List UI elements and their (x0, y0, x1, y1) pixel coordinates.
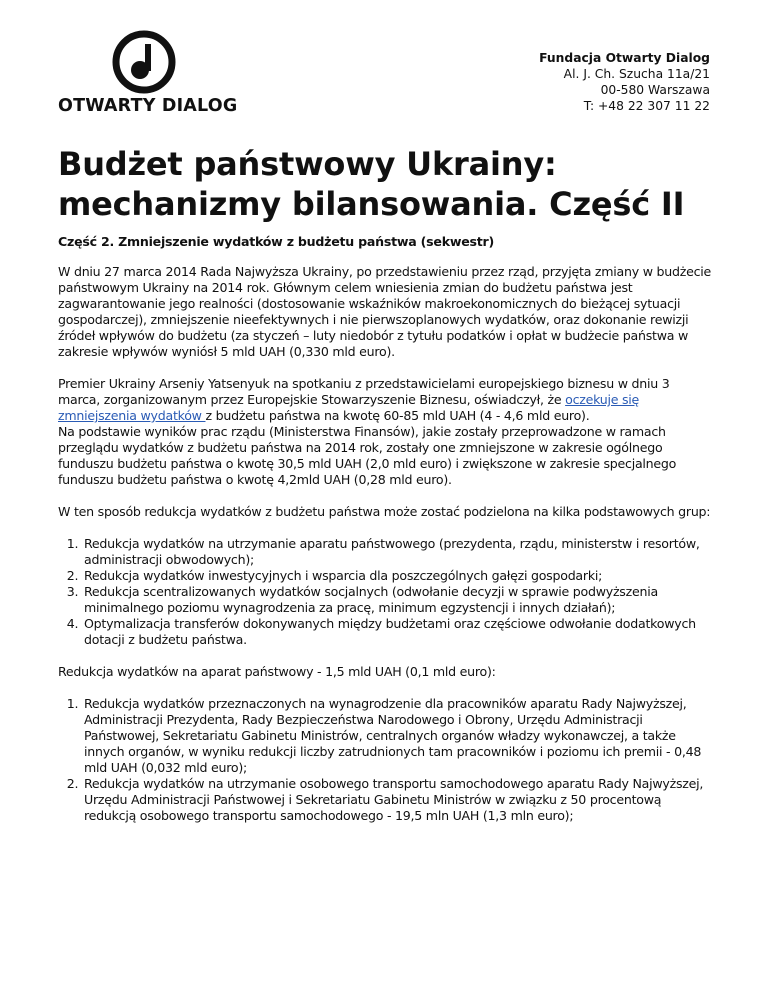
paragraph-intro: W dniu 27 marca 2014 Rada Najwyższa Ukrainy, po przedstawieniu przez rząd, przyjęta zmiany w budżecie państwowym Ukrainy na 2014 rok. Głównym celem wniesienia zmian do budżetu państwa jest zagwarantowanie jego realności (dostosowanie wskaźników makroekonomicznych do bieżącej sytuacji gospodarczej), zmniejszenie nieefektywnych i nie pierwszoplanowych wydatków, oraz dokonanie rewizji źródeł wpływów do budżetu (za styczeń – luty niedobór z tytułu podatków i opłat w budżecie państwa w zakresie wpływów wyniósł 5 mld UAH (0,330 mld euro). (58, 264, 712, 359)
address-block (539, 50, 710, 114)
list-item: 3. Redukcja scentralizowanych wydatków socjalnych (odwołanie decyzji w sprawie podwyższenia minimalnego poziomu wynagrodzenia za pracę, minimum egzystencji i innych działań); (82, 584, 714, 616)
org-street: Al. J. Ch. Szucha 11a/21 (563, 67, 710, 81)
document-body (58, 234, 714, 840)
otwarty-dialog-logo-icon (112, 30, 176, 94)
logo (58, 30, 248, 120)
paragraph-ministry-results: Na podstawie wyników prac rządu (Ministerstwa Finansów), jakie zostały przeprowadzone w ramach przeglądu wydatków z budżetu państwa na 2014 rok, zostały one zmniejszone w zakresie ogólnego funduszu budżetu państwa o kwotę 30,5 mld UAH (2,0 mld euro) i zwiększone w zakresie specjalnego funduszu budżetu państwa o kwotę 4,2mld UAH (0,28 mld euro). (58, 424, 677, 487)
section-subtitle: Część 2. Zmniejszenie wydatków z budżetu państwa (sekwestr) (58, 234, 494, 249)
aparat-list (58, 696, 714, 824)
org-city: 00-580 Warszawa (600, 83, 710, 97)
paragraph-groups-intro: W ten sposób redukcja wydatków z budżetu państwa może zostać podzielona na kilka podstawowych grup: (58, 504, 711, 519)
list-item: 1. Redukcja wydatków na utrzymanie aparatu państwowego (prezydenta, rządu, ministerstw i resortów, administracji obwodowych); (82, 536, 714, 568)
logo-text: OTWARTY DIALOG (58, 96, 238, 116)
paragraph-premier-text: Premier Ukrainy Arseniy Yatsenyuk na spotkaniu z przedstawicielami europejskiego biznesu w dniu 3 marca, zorganizowanym przez Europejskie Stowarzyszenie Biznesu, oświadczył, że (58, 376, 670, 407)
list-item: 2. Redukcja wydatków na utrzymanie osobowego transportu samochodowego aparatu Rady Najwyższej, Urzędu Administracji Państwowej i Sekretariatu Gabinetu Ministrów w związku z 50 procentową redukcją osobowego transportu samochodowego - 19,5 mln UAH (1,3 mln euro); (82, 776, 714, 824)
list-item: 4. Optymalizacja transferów dokonywanych między budżetami oraz częściowe odwołanie dodatkowych dotacji z budżetu państwa. (82, 616, 714, 648)
org-phone: T: +48 22 307 11 22 (583, 99, 710, 113)
paragraph-aparat: Redukcja wydatków na aparat państwowy - 1,5 mld UAH (0,1 mld euro): (58, 664, 496, 679)
paragraph-premier (58, 376, 714, 488)
groups-list (58, 536, 714, 648)
org-name: Fundacja Otwarty Dialog (539, 51, 710, 65)
list-item: 2. Redukcja wydatków inwestycyjnych i wsparcia dla poszczególnych gałęzi gospodarki; (82, 568, 714, 584)
page-title: Budżet państwowy Ukrainy: mechanizmy bilansowania. Część II (58, 145, 685, 223)
list-item: 1. Redukcja wydatków przeznaczonych na wynagrodzenie dla pracowników aparatu Rady Najwyższej, Administracji Prezydenta, Rady Bezpieczeństwa Narodowego i Obrony, Urzędu Administracji Państwowej, Sekretariatu Gabinetu Ministrów, centralnych organów władzy wykonawczej, a także innych organów, w wyniku redukcji liczby zatrudnionych tam pracowników i poziomu ich premii - 0,48 mld UAH (0,032 mld euro); (82, 696, 714, 776)
expense-reduction-link[interactable]: oczekuje się zmniejszenia wydatków (58, 392, 640, 423)
paragraph-premier-tail: z budżetu państwa na kwotę 60-85 mld UAH (4 - 4,6 mld euro). (205, 408, 590, 423)
